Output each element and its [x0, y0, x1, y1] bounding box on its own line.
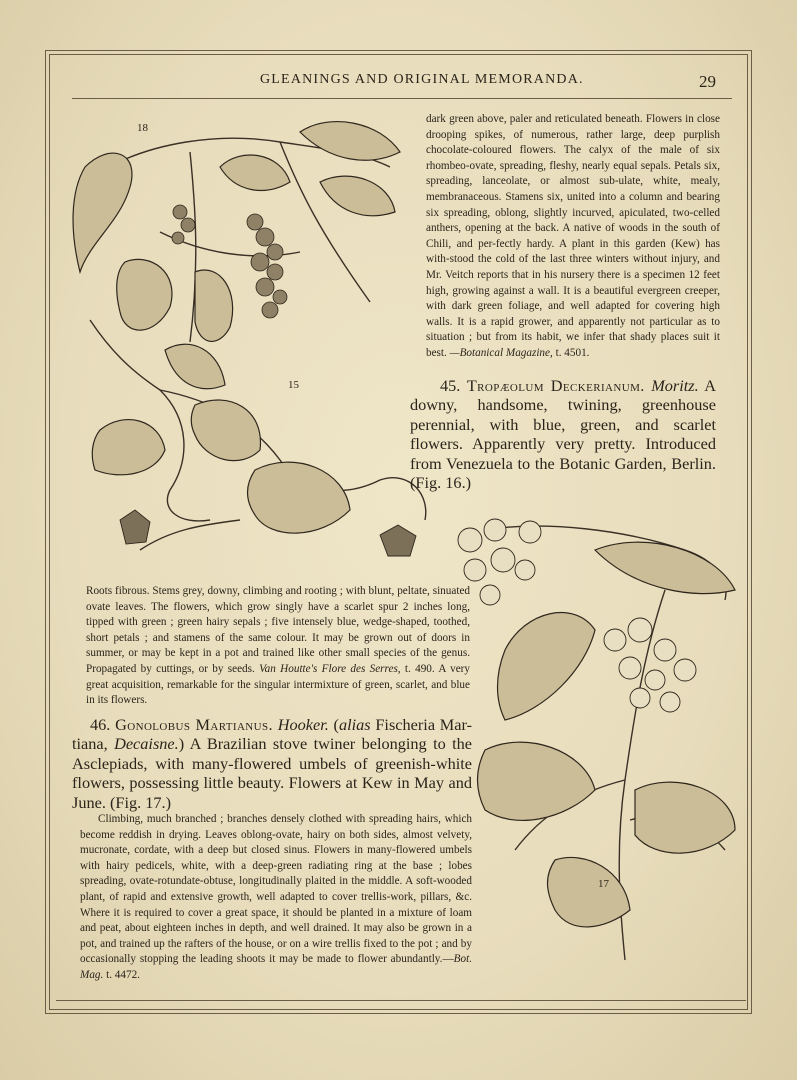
roots-paragraph — [86, 584, 470, 709]
entry-45-name: Tropæolum Deckerianum. — [466, 376, 645, 395]
climbing-paragraph — [80, 812, 472, 984]
entry-45-number: 45. — [440, 376, 461, 395]
entry-46-alias-open: ( — [333, 715, 339, 734]
illustration-fig-16 — [80, 310, 440, 568]
fig-18-label: 18 — [137, 122, 148, 134]
header-rule — [72, 98, 732, 99]
citation-source: —Botanical Magazine, — [449, 346, 553, 359]
climbing-text: Climbing, much branched ; branches densely clothed with spreading hairs, which become reddish in drying. Leaves oblong-ovate, hairy on both sides, almost velvety, mucronate, cordate, with a deep but closed sinus. Flowers in many-flowered umbels with hairy pedicels, white, with a deep-green radiating ring at the base ; lobes spreading, ovate-rotundate-obtuse, longitudinally plaited in the middle. A soft-wooded plant, of rapid and extensive growth, well adapted to cover trellis-work, pillars, &c. Where it is required to cover a great space, it should be planted in a mixture of loam and peat, about eighteen inches in depth, and well drained. It may also be grown in a pot, and trained up the rafters of the house, or on a wire trellis fixed to the pot ; and by occasionally stopping the leading shoots it may be made to flower abundantly.— — [80, 813, 472, 966]
roots-text: Roots fibrous. Stems grey, downy, climbing and rooting ; with blunt, peltate, sinuated ovate leaves. The flowers, which grow singly have a scarlet spur 2 inches long, tipped with green ; green hairy sepals ; five intensely blue, wedge-shaped, toothed, short petals ; and stamens of the same colour. It may be grown out of doors in summer, or may be kept in a pot and trained like other small species of the genus. Propagated by cuttings, or by seeds. — [86, 585, 470, 675]
bottom-rule — [56, 1000, 746, 1001]
entry-46-alias-word: alias — [338, 715, 371, 734]
fig-17-label: 17 — [598, 878, 609, 890]
entry-46-author: Hooker. — [277, 715, 329, 734]
entry-45 — [410, 376, 716, 492]
entry-46-alias-close: ) — [178, 734, 185, 754]
roots-citation: Van Houtte's Flore des Serres, — [259, 662, 401, 675]
entry-45-text: A downy, handsome, twining, greenhouse perennial, with blue, green, and scarlet flowers. Apparently very pretty. Introduced from Venezuela to the Botanic Garden, Berlin. (Fig. 16.) — [410, 376, 716, 493]
entry-46-name: Gonolobus Martianus. — [115, 715, 273, 734]
climbing-ref: t. 4472. — [103, 968, 140, 981]
fig-17-drawing — [445, 490, 740, 968]
climbing-citation: Bot. Mag. — [80, 953, 472, 981]
illustration-fig-17 — [445, 490, 740, 968]
citation-ref: t. 4501. — [552, 346, 590, 359]
entry-46-text: A Brazilian stove twiner belonging to the Asclepiads, with many-flowered umbels of greenish-white flowers, possessing little beauty. Flowers at Kew in May and June. (Fig. 17.) — [72, 734, 472, 812]
fig-15-label: 15 — [288, 379, 299, 391]
entry-46 — [72, 715, 472, 812]
roots-tail: t. 490. A very great acquisition, remarkable for the singular intermixture of green, scarlet, and blue in its flowers. — [86, 662, 470, 707]
page-number: 29 — [699, 72, 716, 91]
entry-46-alias-name: Fischeria Mar-tiana, — [72, 715, 472, 754]
description-text: dark green above, paler and reticulated beneath. Flowers in close drooping spikes, of numerous, rather large, deep purplish chocolate-coloured flowers. The calyx of the male of six rhombeo-ovate, spreading, fleshy, nearly equal sepals. Petals six, spreading, lanceolate, or almost sub-ulate, white, mealy, membranaceous. Stamens six, united into a column and bearing six spreading, oblong, slightly incurved, apiculated, two-celled anthers, opening at the back. A native of woods in the south of Chili, and per-fectly hardy. A plant in this garden (Kew) has with-stood the cold of the last three winters without injury, and Mr. Veitch reports that in his nursery there is a specimen 12 feet high, growing against a wall. It is a beautiful evergreen creeper, with dark green foliage, and well adapted for covering high walls. It is a rapid grower, and apparently not particular as to situation ; but from its habit, we infer that shady places suit it best. — [426, 113, 720, 359]
fig-16-drawing — [80, 310, 440, 568]
running-head: GLEANINGS AND ORIGINAL MEMORANDA. — [260, 72, 584, 87]
entry-46-number: 46. — [90, 715, 111, 734]
entry-46-alias-author: Decaisne. — [114, 734, 179, 754]
description-paragraph-continued — [426, 112, 720, 362]
entry-45-author: Moritz. — [651, 376, 699, 395]
